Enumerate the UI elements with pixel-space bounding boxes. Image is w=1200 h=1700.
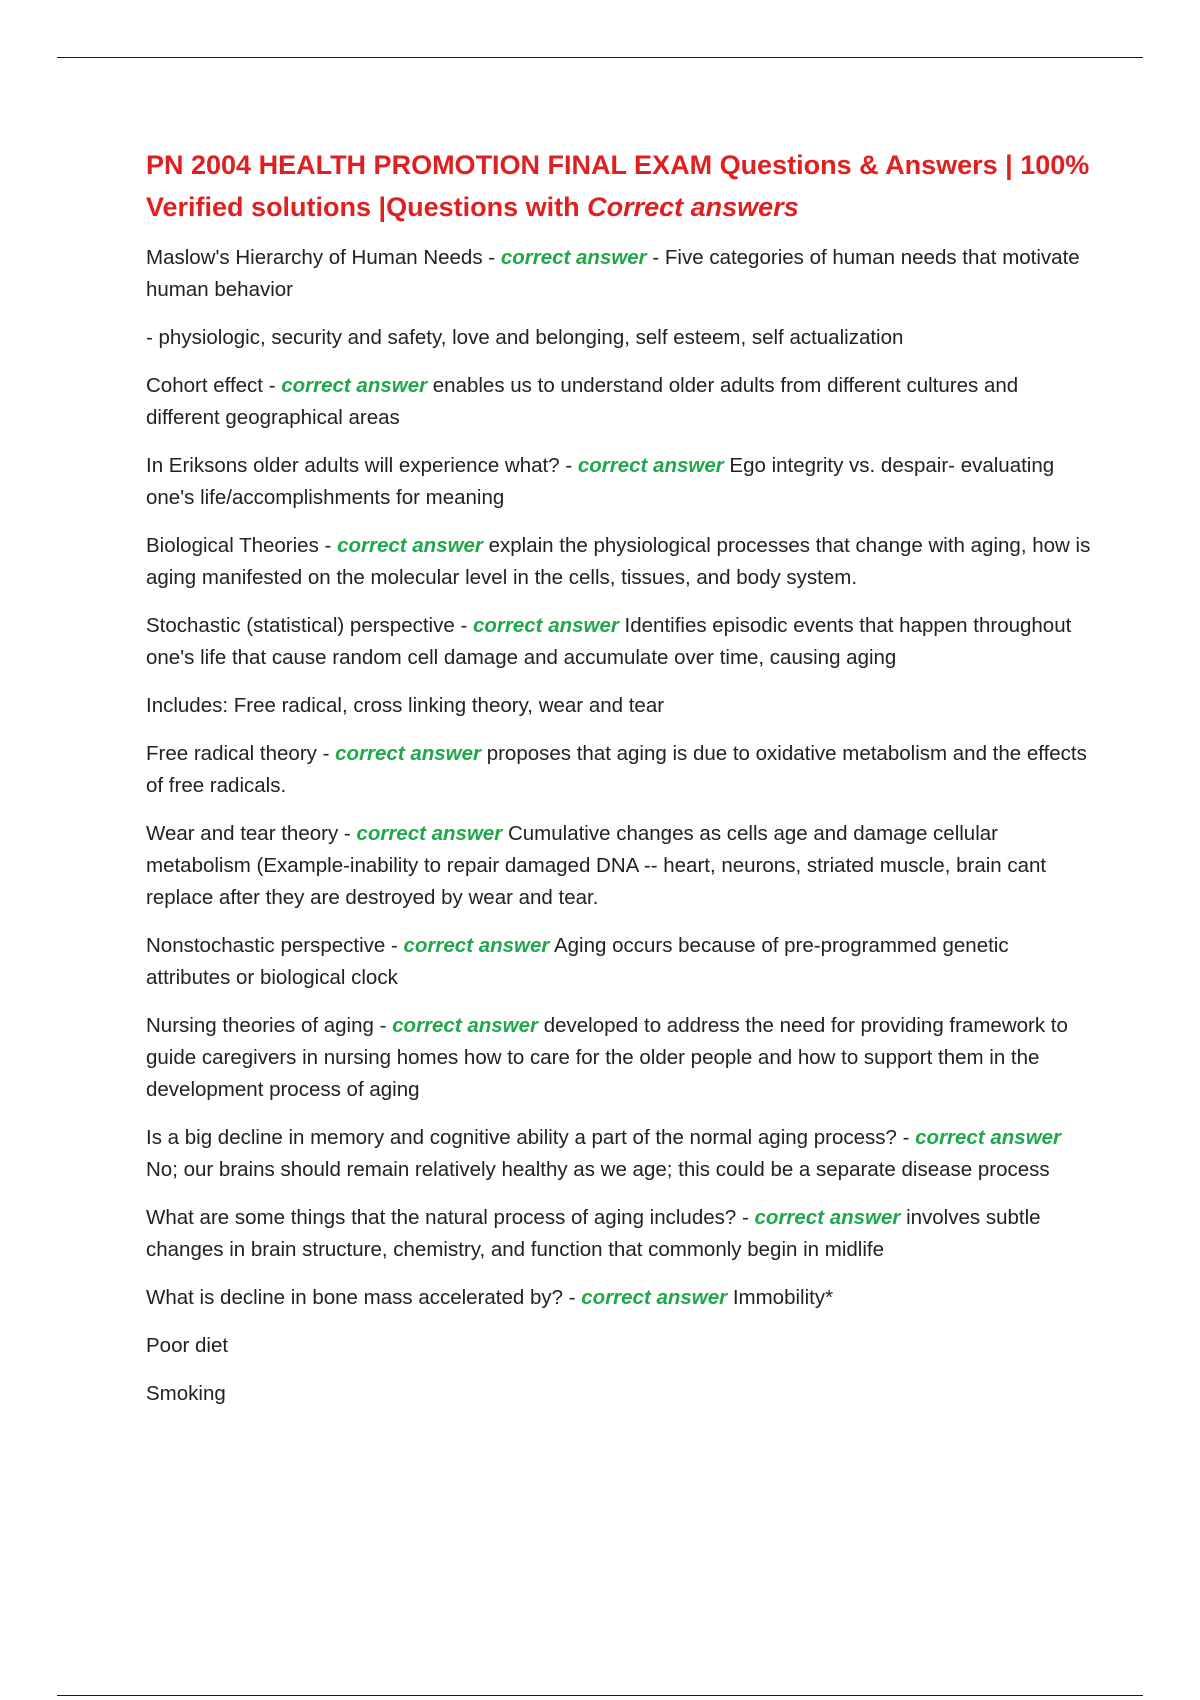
qa-entry	[146, 610, 1096, 674]
entry-answer: involves subtle changes in brain structure, chemistry, and function that commonly begin in midlife	[146, 1206, 1041, 1261]
entry-answer: Cumulative changes as cells age and damage cellular metabolism (Example-inability to repair damaged DNA -- heart, neurons, striated muscle, brain cant replace after they are destroyed by wear and tear.	[146, 822, 1047, 909]
entry-text: Includes: Free radical, cross linking theory, wear and tear	[146, 694, 665, 717]
qa-entry	[146, 1122, 1096, 1186]
qa-entry	[146, 450, 1096, 514]
qa-entry	[146, 530, 1096, 594]
entry-term: Wear and tear theory	[146, 822, 339, 845]
entry-answer: Aging occurs because of pre-programmed genetic attributes or biological clock	[146, 934, 1009, 989]
entry-answer: Immobility*	[727, 1286, 834, 1309]
entry-term: Cohort effect	[146, 374, 263, 397]
correct-answer-tag-part1: correct	[915, 1126, 985, 1149]
entry-term: In Eriksons older adults will experience what?	[146, 454, 560, 477]
correct-answer-tag: correct answer	[500, 246, 647, 269]
qa-entry	[146, 1010, 1096, 1106]
document-body	[146, 144, 1096, 1426]
correct-answer-tag: correct answer	[754, 1206, 901, 1229]
entry-separator: -	[736, 1206, 755, 1229]
qa-entry	[146, 818, 1096, 914]
qa-entry	[146, 930, 1096, 994]
correct-answer-tag: correct answer	[403, 934, 550, 957]
title-text: PN 2004 HEALTH PROMOTION FINAL EXAM Questions & Answers | 100% Verified solutions |Questions with	[146, 150, 1090, 222]
entry-answer: No; our brains should remain relatively healthy as we age; this could be a separate disease process	[146, 1158, 1050, 1181]
entry-term: Nonstochastic perspective	[146, 934, 386, 957]
qa-entry	[146, 242, 1096, 306]
title-emphasis: Correct answers	[587, 192, 799, 222]
entry-answer: explain the physiological processes that change with aging, how is aging manifested on the molecular level in the cells, tissues, and body system.	[146, 534, 1091, 589]
correct-answer-tag: correct answer	[577, 454, 724, 477]
entry-answer: - Five categories of human needs that motivate human behavior	[146, 246, 1080, 301]
entry-separator: -	[263, 374, 282, 397]
entry-text: Smoking	[146, 1382, 226, 1405]
bottom-rule	[57, 1695, 1143, 1696]
entry-separator: -	[338, 822, 357, 845]
correct-answer-tag: correct answer	[356, 822, 503, 845]
text-entry	[146, 322, 1096, 354]
entry-term: Maslow's Hierarchy of Human Needs	[146, 246, 483, 269]
correct-answer-tag: correct answer	[337, 534, 483, 557]
correct-answer-tag: correct answer	[335, 742, 481, 765]
entry-separator: -	[896, 1126, 916, 1149]
entry-separator: -	[482, 246, 501, 269]
entry-separator: -	[559, 454, 578, 477]
correct-answer-tag: correct answer	[472, 614, 619, 637]
entry-separator: -	[373, 1014, 393, 1037]
entry-term: Is a big decline in memory and cognitive ability a part of the normal aging process?	[146, 1126, 897, 1149]
qa-entry	[146, 1282, 1096, 1314]
document-title	[146, 144, 1096, 228]
text-entry	[146, 1330, 1096, 1362]
entry-term: Stochastic (statistical) perspective	[146, 614, 455, 637]
qa-entry	[146, 738, 1096, 802]
entry-term: What is decline in bone mass accelerated by?	[146, 1286, 564, 1309]
entry-term: Free radical theory	[146, 742, 317, 765]
qa-entry	[146, 370, 1096, 434]
entry-answer: enables us to understand older adults from different cultures and different geographical areas	[146, 374, 1019, 429]
entry-separator: -	[318, 534, 338, 557]
text-entry	[146, 1378, 1096, 1410]
correct-answer-tag: correct answer	[392, 1014, 538, 1037]
entry-answer: Ego integrity vs. despair- evaluating one's life/accomplishments for meaning	[146, 454, 1055, 509]
entry-term: What are some things that the natural process of aging includes?	[146, 1206, 737, 1229]
text-entry	[146, 690, 1096, 722]
entry-term: Nursing theories of aging	[146, 1014, 374, 1037]
entry-term: Biological Theories	[146, 534, 319, 557]
entry-separator: -	[385, 934, 404, 957]
correct-answer-tag: correct answer	[281, 374, 428, 397]
qa-entry	[146, 1202, 1096, 1266]
entry-separator: -	[316, 742, 336, 765]
correct-answer-tag: correct answer	[581, 1286, 728, 1309]
entry-text: - physiologic, security and safety, love and belonging, self esteem, self actualization	[146, 326, 904, 349]
top-rule	[57, 57, 1143, 58]
entry-separator: -	[563, 1286, 582, 1309]
entry-separator: -	[454, 614, 473, 637]
correct-answer-tag-part2: answer	[990, 1126, 1062, 1149]
entry-answer: Identifies episodic events that happen throughout one's life that cause random cell damage and accumulate over time, causing aging	[146, 614, 1072, 669]
entry-text: Poor diet	[146, 1334, 229, 1357]
entry-answer: proposes that aging is due to oxidative metabolism and the effects of free radicals.	[146, 742, 1087, 797]
entry-answer: developed to address the need for providing framework to guide caregivers in nursing homes how to care for the older people and how to support them in the development process of aging	[146, 1014, 1068, 1101]
